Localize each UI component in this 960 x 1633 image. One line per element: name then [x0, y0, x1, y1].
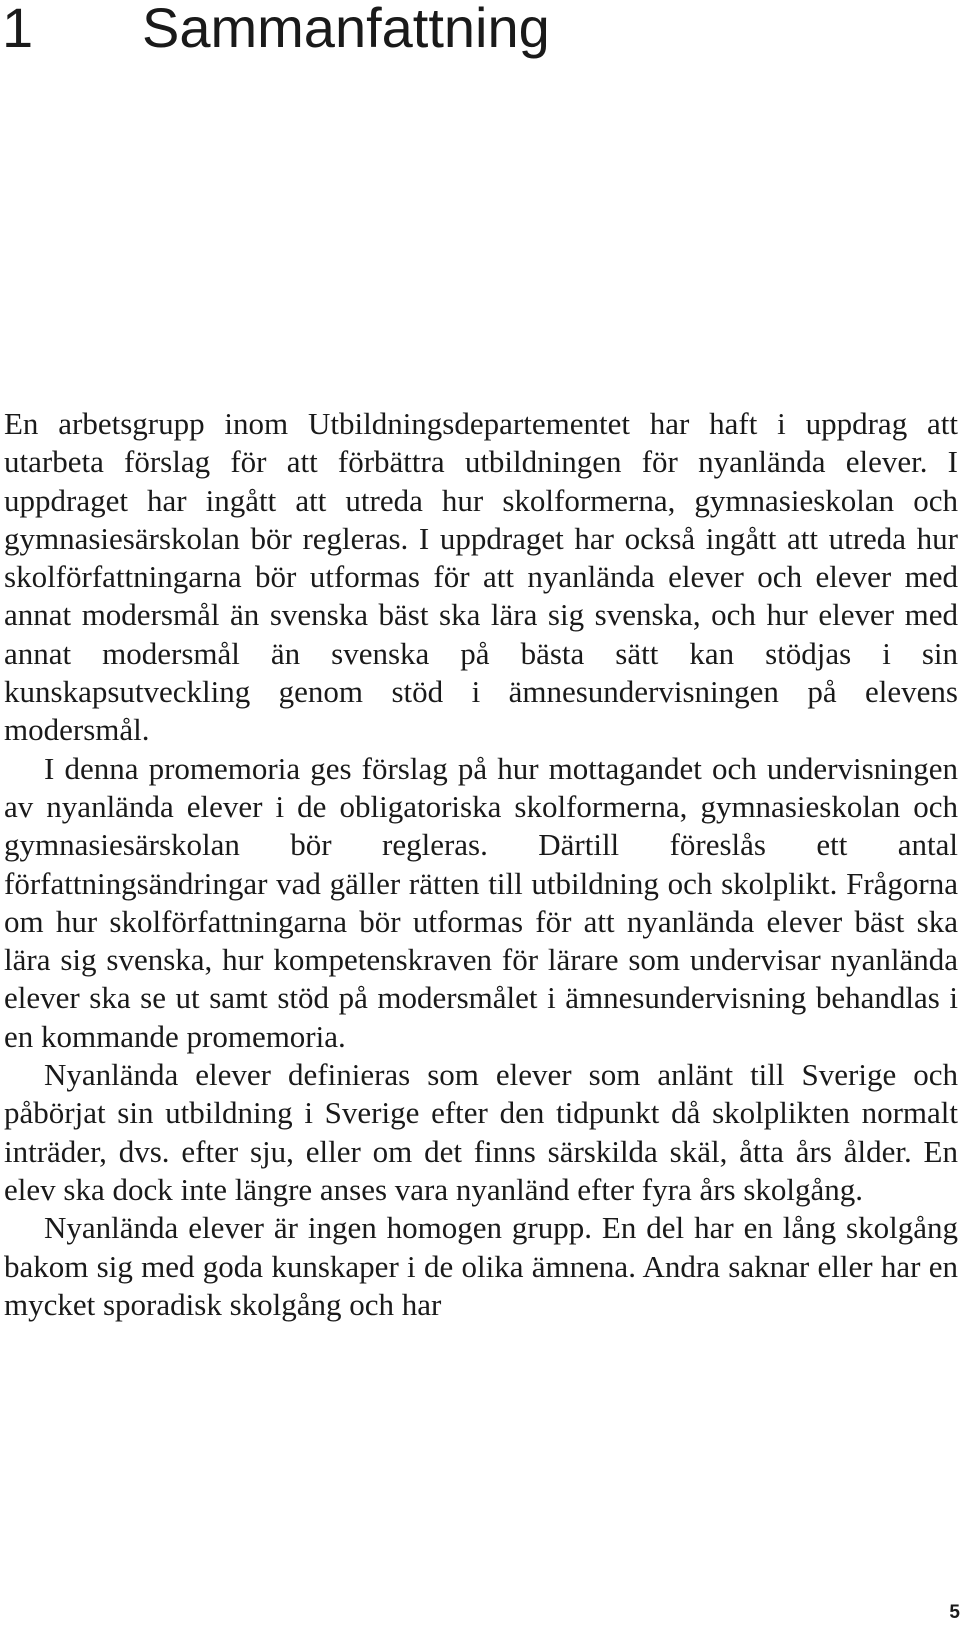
chapter-heading [0, 0, 550, 59]
paragraph-proposals: I denna promemoria ges förslag på hur mottagandet och undervisningen av nyanlända elever i de obligatoriska skolformerna, gymnasieskolan och gymnasiesärskolan bör regleras. Därtill föreslås ett antal författningsändringar vad gäller rätten till utbildning och skolplikt. Frågorna om hur skolförfattningarna bör utformas för att nyanlända elever bäst ska lära sig svenska, hur kompetenskraven för lärare som undervisar nyanlända elever ska se ut samt stöd på modersmålet i ämnesundervisning behandlas i en kommande promemoria. [4, 750, 958, 1054]
chapter-title: Sammanfattning [142, 0, 550, 59]
page-number: 5 [949, 1602, 960, 1623]
paragraph-definition: Nyanlända elever definieras som elever som anlänt till Sverige och påbörjat sin utbildning i Sverige efter den tidpunkt då skolplikten normalt inträder, dvs. efter sju, eller om det finns särskilda skäl, åtta års ålder. En elev ska dock inte längre anses vara nyanländ efter fyra års skolgång. [4, 1057, 958, 1207]
paragraph-assignment: En arbetsgrupp inom Utbildningsdepartementet har haft i uppdrag att utarbeta förslag för att förbättra utbildningen för nyanlända elever. I uppdraget har ingått att utreda hur skolformerna, gymnasieskolan och gymnasiesärskolan bör regleras. I uppdraget har också ingått att utreda hur skolförfattningarna bör utformas för att nyanlända elever och elever med annat modersmål än svenska bäst ska lära sig svenska, och hur elever med annat modersmål än svenska på bästa sätt kan stödjas i sin kunskapsutveckling genom stöd i ämnesundervisningen på elevens modersmål. [4, 406, 958, 748]
summary-body [4, 405, 958, 1324]
chapter-number: 1 [2, 0, 34, 59]
paragraph-heterogeneity: Nyanlända elever är ingen homogen grupp. En del har en lång skolgång bakom sig med goda kunskaper i de olika ämnena. Andra saknar eller har en mycket sporadisk skolgång och har [4, 1210, 958, 1322]
